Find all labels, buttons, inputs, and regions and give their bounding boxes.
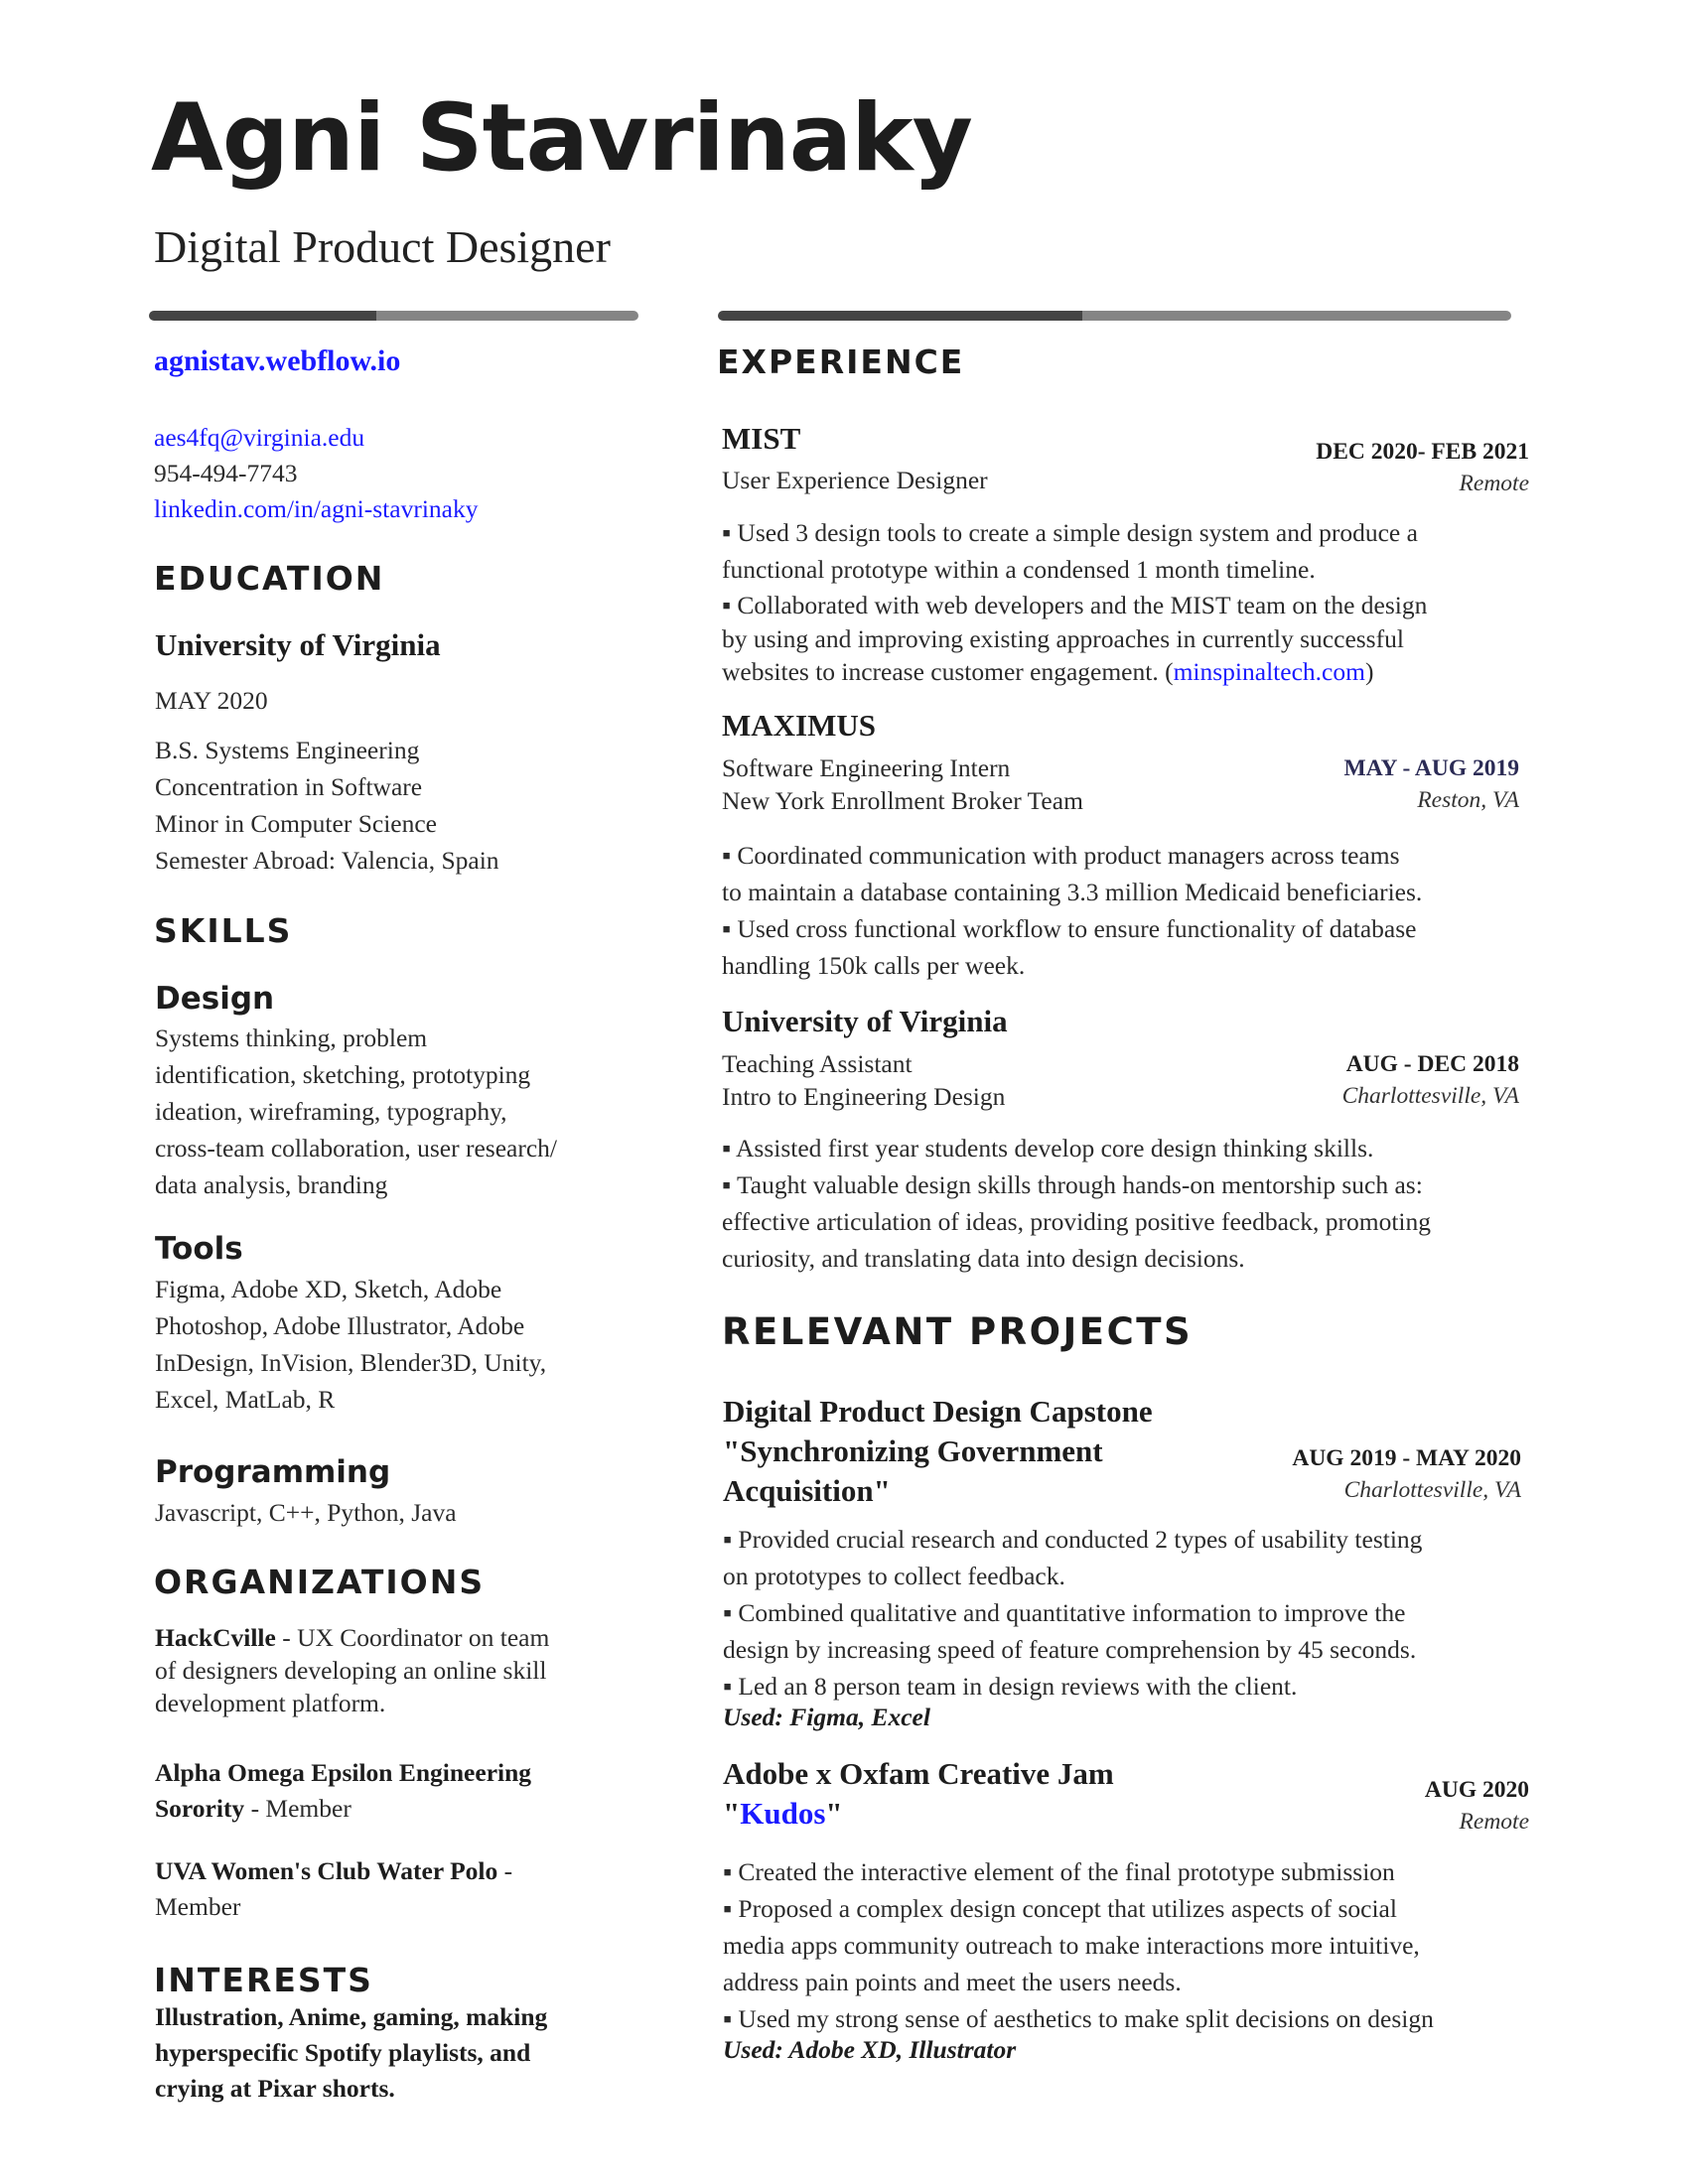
job-role: Teaching Assistant — [722, 1049, 913, 1078]
bullet-line: ▪ Provided crucial research and conducted 2 types of usability testing — [723, 1525, 1423, 1554]
project-title: Adobe x Oxfam Creative Jam — [723, 1756, 1114, 1791]
skills-programming-label: Programming — [155, 1454, 391, 1490]
bullet-line: address pain points and meet the users needs. — [723, 1968, 1182, 1996]
bullet-line: design by increasing speed of feature comprehension by 45 seconds. — [723, 1635, 1417, 1664]
skills-heading: SKILLS — [154, 911, 293, 950]
project-location: Charlottesville, VA — [1343, 1477, 1521, 1503]
project-bullets — [723, 1521, 1422, 1705]
bullet-line: on prototypes to collect feedback. — [723, 1562, 1065, 1590]
organization-aoe: Alpha Omega Epsilon Engineering Sorority - Member — [155, 1755, 531, 1827]
skills-line: identification, sketching, prototyping — [155, 1060, 531, 1089]
bullet-line: ▪ Assisted first year students develop core design thinking skills. — [722, 1134, 1374, 1162]
job-date: MAY - AUG 2019 — [1343, 755, 1519, 781]
job-bullets — [722, 1130, 1431, 1277]
phone-number: 954-494-7743 — [154, 459, 298, 487]
skills-line: Photoshop, Adobe Illustrator, Adobe — [155, 1311, 525, 1340]
website-link[interactable]: agnistav.webflow.io — [154, 344, 401, 377]
skills-design-label: Design — [155, 981, 275, 1017]
skills-line: InDesign, InVision, Blender3D, Unity, — [155, 1348, 547, 1377]
project-date: AUG 2020 — [1424, 1777, 1529, 1803]
bullet-line: functional prototype within a condensed 1 month timeline. — [722, 555, 1316, 584]
project-tools-used: Used: Figma, Excel — [723, 1703, 930, 1731]
skills-line: data analysis, branding — [155, 1170, 388, 1199]
project-location: Remote — [1459, 1809, 1529, 1835]
skills-line: Figma, Adobe XD, Sketch, Adobe — [155, 1275, 502, 1303]
project-subtitle: "Kudos" — [723, 1796, 843, 1831]
job-company: University of Virginia — [722, 1004, 1008, 1038]
job-location: Reston, VA — [1417, 787, 1519, 813]
skills-design-list — [155, 1020, 557, 1203]
minspinaltech-link[interactable]: minspinaltech.com — [1173, 657, 1365, 686]
skills-line: Excel, MatLab, R — [155, 1385, 336, 1414]
bullet-line: by using and improving existing approaches in currently successful — [722, 624, 1404, 653]
bullet-line: to maintain a database containing 3.3 million Medicaid beneficiaries. — [722, 878, 1423, 906]
organizations-heading: ORGANIZATIONS — [154, 1563, 486, 1601]
bullet-line: ▪ Coordinated communication with product managers across teams — [722, 841, 1400, 870]
interests-list: Illustration, Anime, gaming, making hyperspecific Spotify playlists, and crying at Pixar shorts. — [155, 2002, 548, 2103]
bullet-line: effective articulation of ideas, providing positive feedback, promoting — [722, 1207, 1432, 1236]
education-school: University of Virginia — [155, 627, 441, 662]
bullet-line: ▪ Taught valuable design skills through hands-on mentorship such as: — [722, 1170, 1423, 1199]
job-date: AUG - DEC 2018 — [1345, 1051, 1519, 1077]
bullet-line: ▪ Created the interactive element of the final prototype submission — [723, 1857, 1395, 1886]
job-location: Remote — [1459, 471, 1529, 496]
left-divider-bar — [149, 311, 638, 321]
education-heading: EDUCATION — [154, 559, 385, 598]
project-title: Digital Product Design Capstone "Synchronizing Government Acquisition" — [723, 1394, 1153, 1508]
skills-tools-list — [155, 1271, 546, 1418]
job-role: Software Engineering Intern — [722, 753, 1011, 782]
education-date: MAY 2020 — [155, 686, 268, 715]
bullet-line: ▪ Combined qualitative and quantitative information to improve the — [723, 1598, 1406, 1627]
skills-programming-list: Javascript, C++, Python, Java — [155, 1498, 457, 1527]
job-company: MAXIMUS — [722, 708, 876, 743]
project-bullets — [723, 1853, 1434, 2037]
bullet-line: ▪ Collaborated with web developers and the MIST team on the design — [722, 591, 1428, 619]
job-location: Charlottesville, VA — [1341, 1083, 1519, 1109]
skills-line: cross-team collaboration, user research/ — [155, 1134, 557, 1162]
job-role: New York Enrollment Broker Team — [722, 786, 1083, 815]
kudos-link[interactable]: Kudos — [740, 1796, 826, 1831]
projects-heading: RELEVANT PROJECTS — [722, 1310, 1194, 1353]
education-detail: Semester Abroad: Valencia, Spain — [155, 846, 499, 875]
bullet-line: handling 150k calls per week. — [722, 951, 1026, 980]
bullet-line: curiosity, and translating data into design decisions. — [722, 1244, 1245, 1273]
job-company: MIST — [722, 421, 801, 456]
applicant-name: Agni Stavrinaky — [151, 84, 972, 193]
job-role: Intro to Engineering Design — [722, 1082, 1006, 1111]
organization-name: UVA Women's Club Water Polo — [155, 1856, 498, 1885]
job-role: User Experience Designer — [722, 466, 988, 494]
bullet-line: ▪ Proposed a complex design concept that utilizes aspects of social — [723, 1894, 1397, 1923]
skills-tools-label: Tools — [155, 1231, 243, 1267]
job-roles — [722, 1047, 1005, 1113]
interests-heading: INTERESTS — [154, 1961, 373, 1999]
project-tools-used: Used: Adobe XD, Illustrator — [723, 2035, 1017, 2064]
skills-line: Systems thinking, problem — [155, 1024, 428, 1052]
bullet-line: ▪ Used 3 design tools to create a simple design system and produce a — [722, 518, 1418, 547]
education-details — [155, 732, 499, 879]
organization-name: HackCville — [155, 1623, 276, 1652]
job-roles — [722, 751, 1083, 817]
bullet-line: ▪ Used cross functional workflow to ensure functionality of database — [722, 914, 1417, 943]
job-bullets: ▪ Used 3 design tools to create a simple design system and produce a functional prototype within a condensed 1 month timeline. ▪ Collaborated with web developers and the MIST team on the design by using and improving existing approaches in currently successful websites to increase customer engagement. (minspinaltech.com) — [722, 514, 1427, 688]
skills-line: ideation, wireframing, typography, — [155, 1097, 507, 1126]
organization-water-polo: UVA Women's Club Water Polo - Member — [155, 1856, 513, 1921]
education-detail: Concentration in Software — [155, 772, 423, 801]
project-date: AUG 2019 - MAY 2020 — [1292, 1445, 1521, 1471]
bullet-line: media apps community outreach to make interactions more intuitive, — [723, 1931, 1420, 1960]
education-detail: B.S. Systems Engineering — [155, 736, 420, 764]
bullet-line: ▪ Led an 8 person team in design reviews with the client. — [723, 1672, 1298, 1701]
email-link[interactable]: aes4fq@virginia.edu — [154, 423, 365, 452]
experience-heading: EXPERIENCE — [717, 342, 965, 381]
bullet-line: ▪ Used my strong sense of aesthetics to make split decisions on design — [723, 2004, 1434, 2033]
linkedin-link[interactable]: linkedin.com/in/agni-stavrinaky — [154, 494, 479, 523]
applicant-title: Digital Product Designer — [154, 221, 611, 272]
organization-name: Alpha Omega Epsilon Engineering — [155, 1758, 532, 1787]
job-bullets — [722, 837, 1422, 984]
right-divider-bar — [718, 311, 1511, 321]
organization-hackcville: HackCville - UX Coordinator on team of designers developing an online skill development platform. — [155, 1623, 550, 1717]
job-date: DEC 2020- FEB 2021 — [1316, 439, 1529, 465]
education-detail: Minor in Computer Science — [155, 809, 437, 838]
